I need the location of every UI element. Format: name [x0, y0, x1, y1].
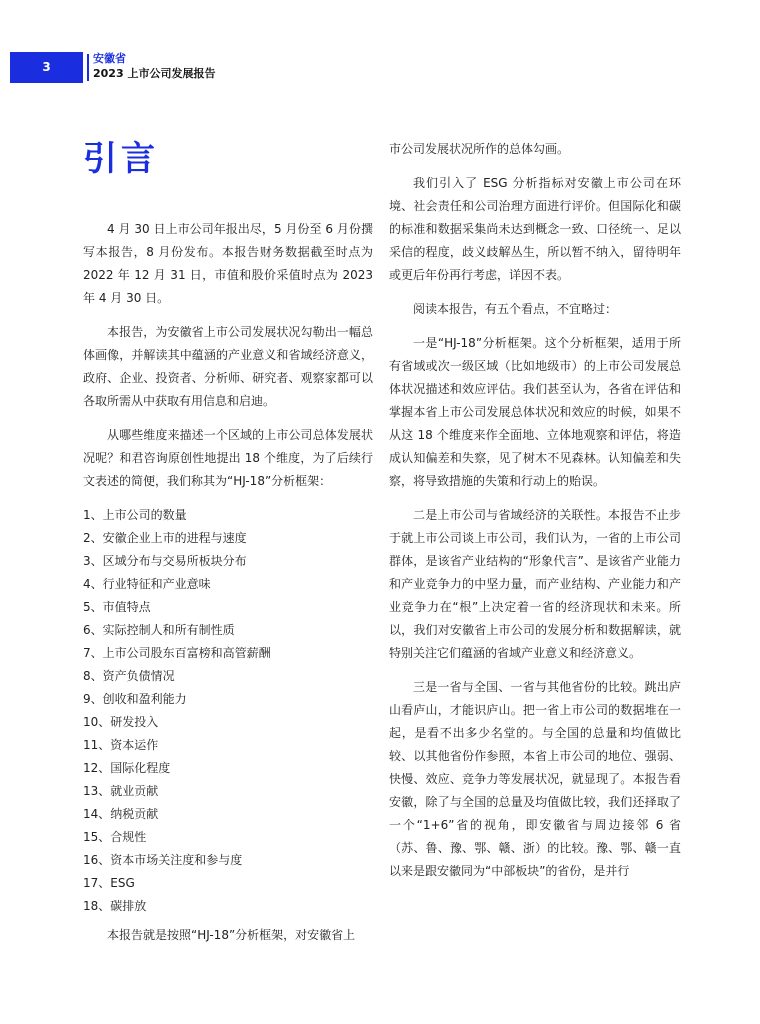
- dimension-item: 3、区域分布与交易所板块分布: [83, 554, 247, 568]
- dimension-item: 18、碳排放: [83, 899, 147, 913]
- dimension-item: 2、安徽企业上市的进程与速度: [83, 531, 247, 545]
- dimension-item: 10、研发投入: [83, 715, 159, 729]
- intro-paragraph: 从哪些维度来描述一个区域的上市公司总体发展状况呢？和君咨询原创性地提出 18 个维度，为了后续行文表述的简便，我们称其为“HJ-18”分析框架：: [83, 428, 373, 488]
- dimension-item: 17、ESG: [83, 876, 135, 890]
- header-divider: [87, 54, 89, 81]
- dimension-item: 7、上市公司股东百富榜和高管薪酬: [83, 646, 271, 660]
- intro-paragraph: 本报告，为安徽省上市公司发展状况勾勒出一幅总体画像，并解读其中蕴涵的产业意义和省域经济意义，政府、企业、投资者、分析师、研究者、观察家都可以各取所需从中获取有用信息和启迪。: [83, 325, 373, 408]
- body-paragraph: 二是上市公司与省域经济的关联性。本报告不止步于就上市公司谈上市公司，我们认为，一省的上市公司群体，是该省产业结构的“形象代言”、是该省产业能力和产业竞争力的中坚力量，而产业结构、产业能力和产业竞争力在“根”上决定着一省的经济现状和未来。所以，我们对安徽省上市公司的发展分析和数据解读，就特别关注它们蕴涵的省域产业意义和经济意义。: [389, 508, 681, 660]
- dimension-item: 13、就业贡献: [83, 784, 159, 798]
- dimension-list: [83, 504, 373, 918]
- dimension-item: 5、市值特点: [83, 600, 151, 614]
- body-paragraph: 一是“HJ-18”分析框架。这个分析框架，适用于所有省域或次一级区域（比如地级市）的上市公司发展总体状况描述和效应评估。我们甚至认为，各省在评估和掌握本省上市公司发展总体状况和效应的时候，如果不从这 18 个维度来作全面地、立体地观察和评估，将造成认知偏差和失察，见了树木不见森林。认知偏差和失察，将导致措施的失策和行动上的贻误。: [389, 336, 681, 488]
- body-paragraph: 我们引入了 ESG 分析指标对安徽上市公司在环境、社会责任和公司治理方面进行评价。但国际化和碳的标准和数据采集尚未达到概念一致、口径统一、足以采信的程度，歧义歧解丛生，所以暂不纳入，留待明年或更后年份再行考虑，详因不表。: [389, 176, 681, 282]
- body-paragraph: 阅读本报告，有五个看点，不宜略过：: [413, 302, 618, 316]
- closing-paragraph: 本报告就是按照“HJ-18”分析框架，对安徽省上: [107, 928, 356, 942]
- left-column: [83, 218, 373, 958]
- intro-paragraph: 4 月 30 日上市公司年报出尽，5 月份至 6 月份撰写本报告，8 月份发布。本报告财务数据截至时点为 2022 年 12 月 31 日，市值和股价采值时点为 2023 年 4 月 30 日。: [83, 222, 373, 305]
- header-province: 安徽省: [93, 52, 126, 65]
- continued-paragraph: 市公司发展状况所作的总体勾画。: [389, 142, 570, 156]
- dimension-item: 9、创收和盈利能力: [83, 692, 187, 706]
- dimension-item: 1、上市公司的数量: [83, 508, 187, 522]
- dimension-item: 8、资产负债情况: [83, 669, 175, 683]
- dimension-item: 15、合规性: [83, 830, 147, 844]
- page-number: 3: [42, 60, 51, 74]
- dimension-item: 11、资本运作: [83, 738, 159, 752]
- dimension-item: 16、资本市场关注度和参与度: [83, 853, 243, 867]
- right-column: [389, 138, 681, 894]
- dimension-item: 4、行业特征和产业意味: [83, 577, 211, 591]
- dimension-item: 12、国际化程度: [83, 761, 171, 775]
- page-title: 引言: [83, 139, 159, 179]
- header-report-title: 2023 上市公司发展报告: [93, 67, 216, 80]
- body-paragraph: 三是一省与全国、一省与其他省份的比较。跳出庐山看庐山，才能识庐山。把一省上市公司的数据堆在一起，是看不出多少名堂的。与全国的总量和均值做比较、以其他省份作参照，本省上市公司的地位、强弱、快慢、效应、竞争力等发展状况，就显现了。本报告看安徽，除了与全国的总量及均值做比较，我们还择取了一个“1+6”省的视角，即安徽省与周边接邻 6 省（苏、鲁、豫、鄂、赣、浙）的比较。豫、鄂、赣一直以来是跟安徽同为“中部板块”的省份，是并行: [389, 680, 681, 878]
- dimension-item: 6、实际控制人和所有制性质: [83, 623, 235, 637]
- dimension-item: 14、纳税贡献: [83, 807, 159, 821]
